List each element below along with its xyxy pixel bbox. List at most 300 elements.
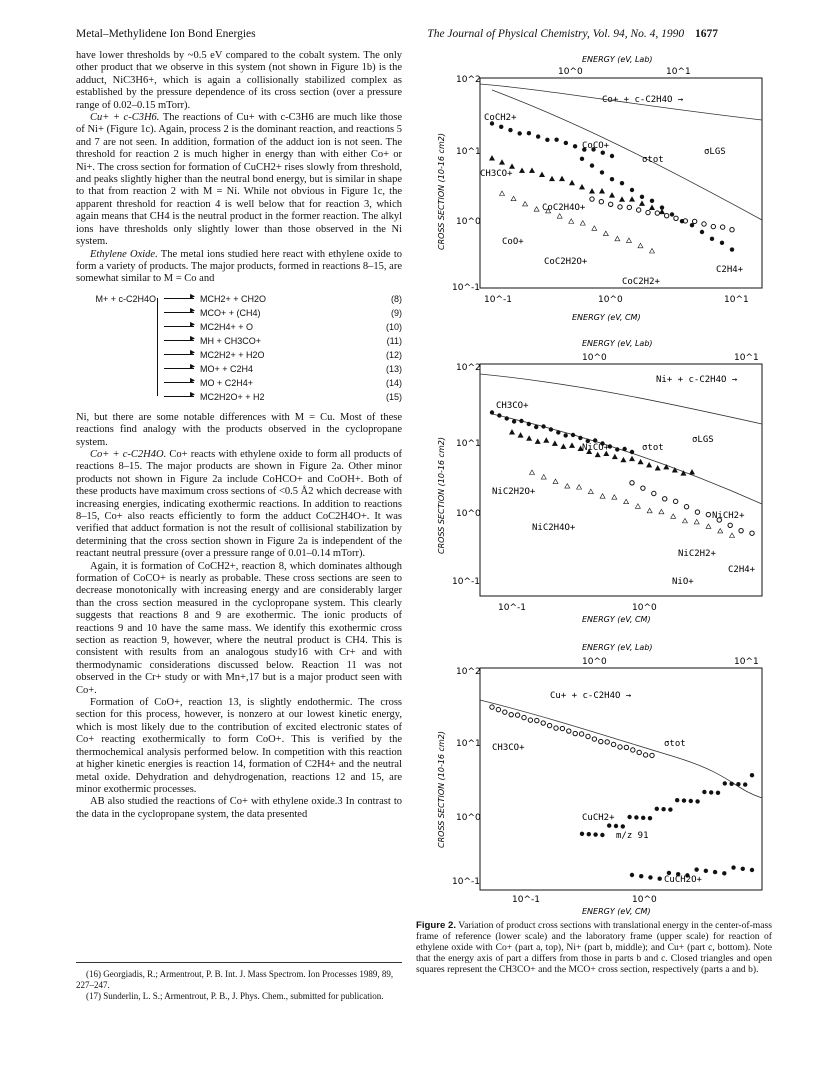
data-marker — [510, 164, 515, 169]
reaction-number: (12) — [385, 349, 402, 360]
data-marker — [664, 214, 668, 218]
data-marker — [530, 470, 535, 475]
data-marker — [618, 205, 622, 209]
y-axis-title: CROSS SECTION (10-16 cm2) — [437, 437, 446, 554]
data-marker — [490, 410, 494, 414]
data-marker — [527, 436, 532, 441]
arrow-icon — [160, 334, 200, 348]
bottom-tick: 10^-1 — [484, 295, 512, 305]
data-marker — [540, 172, 545, 177]
data-marker — [600, 833, 604, 837]
bottom-axis-title: ENERGY (eV, CM) — [582, 907, 651, 916]
reaction-number: (9) — [391, 307, 402, 318]
reaction-product: MC2H2O+ + H2 — [200, 391, 265, 402]
series-label: σLGS — [704, 147, 726, 157]
paragraph: AB also studied the reactions of Co+ with ethylene oxide.3 In contrast to the data in the cyclopropane system, the data presented — [76, 796, 402, 820]
data-marker — [621, 824, 625, 828]
bottom-axis-title: ENERGY (eV, CM) — [582, 615, 651, 624]
data-marker — [610, 193, 615, 198]
data-marker — [657, 876, 661, 880]
reaction-reactant: M+ + c-C2H4O — [95, 293, 156, 304]
top-axis-title: ENERGY (eV, Lab) — [582, 55, 653, 64]
y-tick: 10^1 — [456, 739, 481, 749]
y-tick: 10^2 — [456, 363, 481, 373]
series-label: CoC2H4O+ — [542, 203, 586, 213]
data-marker — [695, 799, 699, 803]
data-marker — [512, 419, 516, 423]
data-marker — [534, 425, 538, 429]
data-marker — [556, 430, 560, 434]
data-marker — [592, 226, 597, 231]
data-marker — [590, 197, 594, 201]
data-marker — [634, 815, 638, 819]
data-marker — [615, 447, 619, 451]
data-marker — [601, 150, 605, 154]
data-marker — [603, 231, 608, 236]
data-marker — [527, 422, 531, 426]
data-marker — [554, 137, 558, 141]
reaction-product: MCO+ + (CH4) — [200, 307, 261, 318]
journal-citation — [427, 28, 718, 40]
data-marker — [635, 504, 640, 509]
data-marker — [620, 181, 624, 185]
reaction-product: MC2H4+ + O — [200, 321, 254, 332]
data-marker — [720, 241, 724, 245]
data-marker — [641, 816, 645, 820]
data-marker — [503, 710, 507, 714]
data-marker — [630, 873, 634, 877]
figure-caption — [416, 920, 772, 975]
data-marker — [661, 807, 665, 811]
data-points — [490, 121, 735, 253]
data-marker — [624, 499, 629, 504]
data-marker — [630, 197, 635, 202]
y-tick: 10^2 — [456, 667, 481, 677]
data-marker — [695, 510, 699, 514]
y-axis-title: CROSS SECTION (10-16 cm2) — [437, 133, 446, 250]
data-marker — [610, 154, 614, 158]
data-marker — [590, 163, 594, 167]
y-tick: 10^1 — [456, 439, 481, 449]
data-marker — [605, 740, 609, 744]
top-tick: 10^1 — [734, 657, 759, 667]
y-tick: 10^0 — [456, 217, 481, 227]
data-marker — [536, 134, 540, 138]
data-marker — [729, 782, 733, 786]
data-marker — [641, 486, 645, 490]
data-marker — [692, 219, 696, 223]
paragraph-body: Co+ reacts with ethylene oxide to form all products of reactions 8–15. The major products are shown in Figure 2a. Other minor products not shown in Figure 2a include CoHCO+ and CoOH+. Both of these products have maximum cross sections of <0.5 Å2 which decrease with increasing energies, indicating exothermic reactions. In addition to reactions 8–15, Co+ also reacts efficiently to form the adduct CoC2H4O+. It was verified that adduct formation is not the result of collisional stabilization by determining that the cross section shown in Figure 2a is independent of the reactant neutral pressure (over a pressure range of 0.01–0.14 mTorr). — [76, 448, 402, 560]
arrow-icon — [160, 320, 200, 334]
data-marker — [530, 168, 535, 173]
paragraph-body: The metal ions studied here react with ethylene oxide to form a variety of products. The major products, formed in reactions 8–15, are somewhat similar to M = Co and — [76, 248, 402, 285]
data-marker — [630, 456, 635, 461]
paragraph-heading: Cu+ + c-C3H6. — [90, 112, 160, 124]
data-marker — [620, 197, 625, 202]
data-marker — [668, 807, 672, 811]
data-marker — [610, 177, 614, 181]
top-axis-title: ENERGY (eV, Lab) — [582, 643, 653, 652]
data-marker — [659, 509, 664, 514]
reaction-number: (14) — [385, 377, 402, 388]
data-marker — [636, 208, 640, 212]
series-label: σtot — [664, 739, 686, 749]
data-marker — [709, 790, 713, 794]
data-marker — [535, 439, 540, 444]
data-marker — [569, 219, 574, 224]
data-marker — [730, 247, 734, 251]
data-marker — [580, 185, 585, 190]
data-marker — [612, 495, 617, 500]
series-label: m/z 91 — [616, 831, 649, 841]
data-marker — [577, 485, 582, 490]
series-label: C2H4+ — [716, 265, 744, 275]
data-marker — [720, 225, 724, 229]
y-tick: 10^-1 — [452, 577, 480, 587]
data-marker — [750, 868, 754, 872]
data-marker — [580, 157, 584, 161]
data-marker — [663, 497, 667, 501]
y-tick: 10^0 — [456, 813, 481, 823]
data-marker — [643, 753, 647, 757]
plot-ni — [432, 334, 772, 624]
data-marker — [630, 188, 634, 192]
data-marker — [571, 433, 575, 437]
series-label: NiO+ — [672, 577, 694, 587]
data-marker — [592, 737, 596, 741]
figure-panel-a — [432, 50, 772, 330]
data-marker — [706, 512, 710, 516]
data-marker — [561, 444, 566, 449]
top-tick: 10^0 — [582, 657, 607, 667]
data-marker — [490, 705, 494, 709]
series-label: NiCO+ — [582, 443, 610, 453]
reaction-label: Co+ + c-C2H4O → — [602, 95, 684, 105]
series-label: CoC2H2O+ — [544, 257, 588, 267]
data-marker — [650, 205, 655, 210]
data-marker — [716, 791, 720, 795]
data-marker — [522, 715, 526, 719]
data-marker — [508, 128, 512, 132]
reaction-bracket — [157, 298, 158, 396]
data-marker — [595, 452, 600, 457]
paragraph-heading: Co+ + c-C2H4O. — [90, 448, 167, 460]
data-marker — [689, 799, 693, 803]
data-marker — [682, 518, 687, 523]
data-marker — [700, 230, 704, 234]
data-marker — [570, 180, 575, 185]
reaction-scheme — [76, 292, 402, 404]
bottom-tick: 10^0 — [598, 295, 623, 305]
figure-panel-c — [432, 638, 772, 918]
data-marker — [706, 524, 711, 529]
footnotes — [76, 962, 402, 1003]
bottom-tick: 10^0 — [632, 603, 657, 613]
data-marker — [702, 222, 706, 226]
data-marker — [718, 528, 723, 533]
data-marker — [640, 195, 644, 199]
series-label: NiC2H4O+ — [532, 523, 576, 533]
reaction-number: (13) — [385, 363, 402, 374]
data-marker — [674, 216, 678, 220]
data-marker — [580, 832, 584, 836]
data-marker — [682, 798, 686, 802]
data-marker — [710, 237, 714, 241]
series-label: σtot — [642, 443, 664, 453]
series-label: σtot — [642, 155, 664, 165]
arrow-icon — [160, 390, 200, 404]
data-marker — [639, 874, 643, 878]
data-marker — [694, 519, 699, 524]
data-marker — [518, 433, 523, 438]
data-marker — [588, 489, 593, 494]
bottom-tick: 10^0 — [632, 895, 657, 905]
y-tick: 10^0 — [456, 509, 481, 519]
data-marker — [515, 713, 519, 717]
data-marker — [702, 790, 706, 794]
series-label: σLGS — [692, 435, 714, 445]
data-marker — [500, 191, 505, 196]
data-marker — [655, 466, 660, 471]
data-marker — [736, 782, 740, 786]
data-marker — [527, 131, 531, 135]
reaction-number: (11) — [386, 335, 402, 346]
data-marker — [743, 782, 747, 786]
data-marker — [655, 211, 659, 215]
data-marker — [638, 459, 643, 464]
data-marker — [627, 205, 631, 209]
data-marker — [615, 236, 620, 241]
data-marker — [650, 199, 654, 203]
plot-cu — [432, 638, 772, 918]
data-marker — [684, 505, 688, 509]
data-marker — [638, 243, 643, 248]
caption-text: Variation of product cross sections with translational energy in the center-of-mass frame of reference (lower scale) and the laboratory frame (upper scale) for reaction of ethylene oxide with Co+ (part a, top), Ni+ (part b, middle); and Cu+ (part c, bottom). Note that the energy axis of part a differs from those in parts b and c. Closed triangles and open squares represent the CH3CO+ and the MCO+ cross section, respectively (parts a and b). — [416, 920, 772, 975]
caption-label: Figure 2. — [416, 920, 457, 931]
data-marker — [593, 832, 597, 836]
paragraph: Again, it is formation of CoCH2+, reaction 8, which dominates although formation of CoCO+ is nearly as probable. These cross sections are seen to decrease monotonically with increasing energy and are considerably larger than the cross section measured in the cyclopropane system. This clearly suggests that reactions 8 and 9 are exothermic. The ionic products of reactions 9 and 10 have the same mass. We identify this exothermic cross section as reaction 9, however, where the neutral product is CH4. This is consistent with results from an analogous study16 with Cr+ and with thermodynamic considerations discussed below. Reaction 11 was not observed in the Cr+ study or with Mn+,17 but is a major product seen with Co+. — [76, 560, 402, 696]
data-marker — [519, 419, 523, 423]
data-marker — [731, 865, 735, 869]
series-label: CoO+ — [502, 237, 524, 247]
data-marker — [600, 189, 605, 194]
data-marker — [564, 141, 568, 145]
data-marker — [570, 443, 575, 448]
series-label: CuCH2+ — [582, 813, 615, 823]
data-marker — [534, 207, 539, 212]
data-points — [490, 705, 754, 881]
data-marker — [672, 468, 677, 473]
top-tick: 10^0 — [582, 353, 607, 363]
series-label: NiCH2+ — [712, 511, 745, 521]
data-marker — [750, 773, 754, 777]
data-marker — [670, 212, 674, 216]
data-marker — [624, 745, 628, 749]
top-tick: 10^1 — [666, 67, 691, 77]
data-marker — [520, 168, 525, 173]
data-marker — [523, 201, 528, 206]
data-marker — [660, 209, 665, 214]
paragraph: Formation of CoO+, reaction 13, is slightly endothermic. The cross section for this process, however, is nonzero at our lowest kinetic energy, which is most likely due to the contribution of excited electronic states of Co+ reacting exothermically to form CoO+. This is verified by the thermochemical analysis performed below. In competition with this reaction at higher kinetic energies is reaction 14, formation of C2H4+ and the neutral metal oxide. Dehydration and dehydrogenation, reactions 12 and 15, are minor exothermic processes. — [76, 697, 402, 795]
data-marker — [608, 202, 612, 206]
data-marker — [541, 721, 545, 725]
data-marker — [563, 433, 567, 437]
reaction-product: MO+ + C2H4 — [200, 363, 254, 374]
data-marker — [650, 249, 655, 254]
data-marker — [573, 144, 577, 148]
data-marker — [590, 189, 595, 194]
data-marker — [626, 238, 631, 243]
data-marker — [631, 748, 635, 752]
data-marker — [652, 491, 656, 495]
data-marker — [627, 815, 631, 819]
data-marker — [560, 726, 564, 730]
data-marker — [600, 494, 605, 499]
paragraph — [76, 449, 402, 561]
data-marker — [614, 824, 618, 828]
data-marker — [630, 450, 634, 454]
data-marker — [741, 867, 745, 871]
paragraph-heading: Ethylene Oxide. — [90, 248, 158, 260]
plot-co — [432, 50, 772, 330]
data-marker — [578, 436, 582, 440]
bottom-tick: 10^1 — [724, 295, 749, 305]
data-marker — [612, 454, 617, 459]
data-marker — [587, 832, 591, 836]
data-marker — [728, 523, 732, 527]
data-marker — [541, 475, 546, 480]
figure-panel-b — [432, 334, 772, 624]
reaction-product: MCH2+ + CH2O — [200, 293, 267, 304]
series-label: C2H4+ — [728, 565, 756, 575]
data-marker — [567, 729, 571, 733]
data-marker — [600, 170, 604, 174]
data-marker — [650, 753, 654, 757]
series-label: CuCH2O+ — [664, 875, 702, 885]
top-tick: 10^0 — [558, 67, 583, 77]
data-marker — [664, 465, 669, 470]
top-axis-title: ENERGY (eV, Lab) — [582, 339, 653, 348]
series-label: NiC2H2+ — [678, 549, 716, 559]
reaction-product: MC2H2+ + H2O — [200, 349, 265, 360]
data-marker — [647, 463, 652, 468]
reaction-number: (8) — [391, 293, 402, 304]
bottom-axis-title: ENERGY (eV, CM) — [572, 313, 641, 322]
data-marker — [722, 871, 726, 875]
data-marker — [544, 438, 549, 443]
data-marker — [599, 739, 603, 743]
reaction-number: (15) — [385, 391, 402, 402]
arrow-icon — [160, 348, 200, 362]
data-marker — [618, 745, 622, 749]
y-tick: 10^2 — [456, 75, 481, 85]
series-label: CoCO+ — [582, 141, 610, 151]
data-marker — [500, 160, 505, 165]
data-marker — [549, 427, 553, 431]
top-tick: 10^1 — [734, 353, 759, 363]
data-marker — [541, 424, 545, 428]
reaction-product: MO + C2H4+ — [200, 377, 254, 388]
y-tick: 10^-1 — [452, 283, 480, 293]
data-marker — [510, 430, 515, 435]
data-marker — [637, 750, 641, 754]
data-marker — [528, 718, 532, 722]
data-marker — [681, 471, 686, 476]
data-marker — [739, 528, 743, 532]
data-marker — [497, 413, 501, 417]
journal-name: The Journal of Physical Chemistry, Vol. 94, No. 4, 1990 — [427, 28, 685, 40]
data-marker — [711, 224, 715, 228]
data-marker — [511, 196, 516, 201]
data-marker — [648, 875, 652, 879]
arrow-icon — [160, 376, 200, 390]
data-marker — [704, 869, 708, 873]
data-marker — [586, 734, 590, 738]
data-marker — [723, 781, 727, 785]
data-marker — [607, 823, 611, 827]
reaction-number: (10) — [385, 321, 402, 332]
data-marker — [648, 816, 652, 820]
data-marker — [690, 470, 695, 475]
data-marker — [550, 176, 555, 181]
data-marker — [579, 732, 583, 736]
reaction-label: Ni+ + c-C2H4O → — [656, 375, 738, 385]
paragraph — [76, 112, 402, 248]
data-marker — [730, 228, 734, 232]
data-marker — [599, 200, 603, 204]
series-label: CoCH2+ — [484, 113, 517, 123]
data-marker — [750, 531, 754, 535]
arrow-icon — [160, 306, 200, 320]
data-marker — [535, 718, 539, 722]
data-marker — [547, 723, 551, 727]
data-marker — [611, 742, 615, 746]
data-marker — [552, 441, 557, 446]
data-marker — [557, 214, 562, 219]
paragraph-body: The reactions of Cu+ with c-C3H6 are much like those of Ni+ (Figure 1c). Again, process 2 is the dominant reaction, and reactions 5 and 7 are not seen. In addition, formation of the adduct ion is not seen. The threshold for reaction 2 is much higher in energy than with either Co+ or Ni+. The cross section for formation of CuCH2+ rises slowly from threshold, and peaks slightly higher than the neutral bond energy, but is similar in shape to that from reaction 2 with M = Ni. While not obvious in Figure 1c, the apparent threshold for reaction 4 is well below that for reaction 3, which again means that CH4 is the neutral product in the former reaction. The alkyl ions have thresholds only slightly lower than those observed in the Ni system. — [76, 112, 403, 248]
series-label: CH3CO+ — [492, 743, 525, 753]
series-label: CH3CO+ — [480, 169, 513, 179]
data-marker — [655, 807, 659, 811]
data-marker — [553, 479, 558, 484]
series-label: CoC2H2+ — [622, 277, 660, 287]
data-marker — [554, 726, 558, 730]
data-marker — [499, 125, 503, 129]
data-marker — [621, 457, 626, 462]
y-tick: 10^-1 — [452, 877, 480, 887]
data-marker — [560, 176, 565, 181]
data-marker — [671, 514, 676, 519]
data-marker — [580, 221, 585, 226]
bottom-tick: 10^-1 — [512, 895, 540, 905]
data-marker — [496, 707, 500, 711]
footnote: (17) Sunderlin, L. S.; Armentrout, P. B., J. Phys. Chem., submitted for publication. — [86, 991, 384, 1001]
data-marker — [675, 798, 679, 802]
data-marker — [647, 508, 652, 513]
series-label: NiC2H2O+ — [492, 487, 536, 497]
data-marker — [565, 484, 570, 489]
footnote: (16) Georgiadis, R.; Armentrout, P. B. Int. J. Mass Spectrom. Ion Processes 1989, 89, 227–247. — [76, 969, 394, 990]
paragraph: have lower thresholds by ~0.5 eV compared to the cobalt system. The only other product that we observe in this system (not shown in Figure 1b) is the adduct, NiC3H6+, which is again a collisionally stabilized complex as established by the pressure dependence of its cross section (over a pressure range of 0.02–0.15 mTorr). — [76, 50, 402, 111]
data-marker — [622, 447, 626, 451]
data-marker — [660, 205, 664, 209]
data-marker — [517, 131, 521, 135]
data-marker — [694, 867, 698, 871]
data-marker — [573, 731, 577, 735]
paragraph: Ni, but there are some notable differences with M = Cu. Most of these reactions find analogy with the products observed in the cyclopropane system. — [76, 411, 402, 448]
data-marker — [673, 499, 677, 503]
arrow-icon — [160, 292, 200, 306]
